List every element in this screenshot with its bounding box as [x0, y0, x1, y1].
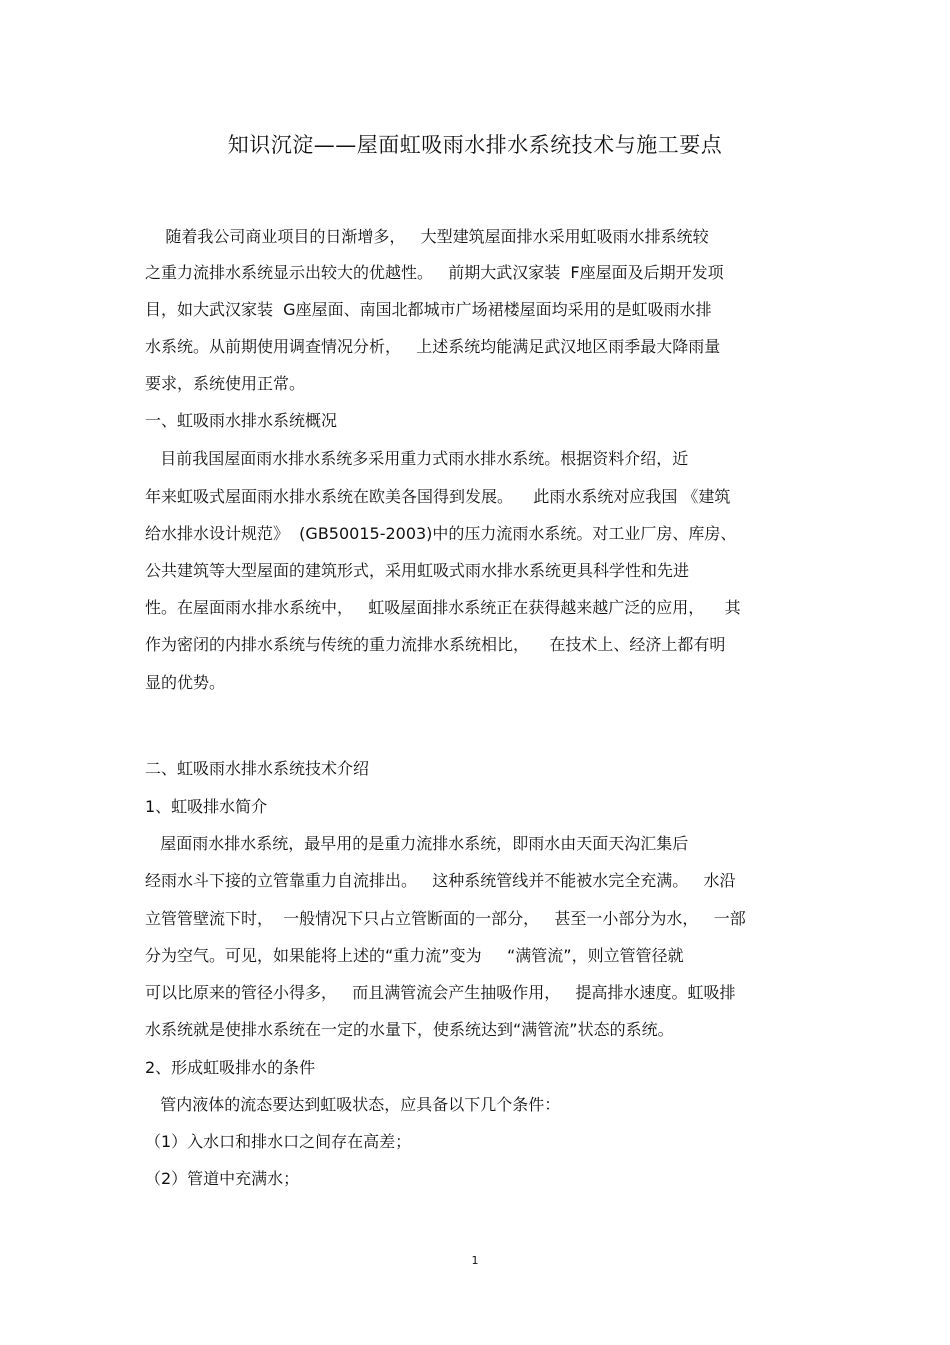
paragraph-line: 目前我国屋面雨水排水系统多采用重力式雨水排水系统。根据资料介绍，近: [145, 449, 689, 468]
paragraph-line: 水系统就是使排水系统在一定的水量下，使系统达到“满管流”状态的系统。: [145, 1020, 674, 1039]
paragraph-line: 立管管壁流下时， 一般情况下只占立管断面的一部分， 甚至一小部分为水， 一部: [145, 909, 746, 928]
paragraph-line: 公共建筑等大型屋面的建筑形式，采用虹吸式雨水排水系统更具科学性和先进: [145, 561, 690, 580]
document-title: 知识沉淀——屋面虹吸雨水排水系统技术与施工要点: [227, 133, 723, 157]
paragraph-line: 性。在屋面雨水排水系统中， 虹吸屋面排水系统正在获得越来越广泛的应用， 其: [145, 598, 741, 617]
paragraph-line: 作为密闭的内排水系统与传统的重力流排水系统相比， 在技术上、经济上都有明: [145, 635, 726, 654]
paragraph-line: 显的优势。: [145, 673, 226, 692]
page-number: 1: [471, 1254, 479, 1267]
list-item: （2）管道中充满水；: [145, 1169, 300, 1188]
paragraph-line: 水系统。从前期使用调查情况分析， 上述系统均能满足武汉地区雨季最大降雨量: [145, 337, 721, 356]
paragraph-line: 可以比原来的管径小得多， 而且满管流会产生抽吸作用， 提高排水速度。虹吸排: [145, 983, 736, 1002]
paragraph-line: 目，如大武汉家装 G座屋面、南国北都城市广场裙楼屋面均采用的是虹吸雨水排: [145, 300, 712, 319]
subsection-heading: 1、虹吸排水简介: [145, 797, 268, 816]
subsection-heading: 2、形成虹吸排水的条件: [145, 1058, 316, 1077]
paragraph-line: 屋面雨水排水系统，最早用的是重力流排水系统，即雨水由天面天沟汇集后: [145, 834, 689, 853]
paragraph-line: 年来虹吸式屋面雨水排水系统在欧美各国得到发展。 此雨水系统对应我国 《建筑: [145, 487, 731, 506]
paragraph-line: 随着我公司商业项目的日渐增多， 大型建筑屋面排水采用虹吸雨水排系统较: [145, 227, 709, 246]
section-heading: 二、虹吸雨水排水系统技术介绍: [145, 759, 370, 778]
paragraph-line: 要求，系统使用正常。: [145, 374, 306, 393]
paragraph-line: 分为空气。可见，如果能将上述的“重力流”变为 “满管流”，则立管管径就: [145, 946, 684, 965]
list-item: （1）入水口和排水口之间存在高差；: [145, 1132, 412, 1151]
section-heading: 一、虹吸雨水排水系统概况: [145, 411, 338, 430]
paragraph-line: 经雨水斗下接的立管靠重力自流排出。 这种系统管线并不能被水完全充满。 水沿: [145, 871, 736, 890]
paragraph-line: 管内液体的流态要达到虹吸状态，应具备以下几个条件：: [145, 1095, 561, 1114]
paragraph-line: 之重力流排水系统显示出较大的优越性。 前期大武汉家装 F座屋面及后期开发项: [145, 263, 724, 282]
paragraph-line: 给水排水设计规范》 (GB50015-2003)中的压力流雨水系统。对工业厂房、库房、: [145, 524, 737, 543]
